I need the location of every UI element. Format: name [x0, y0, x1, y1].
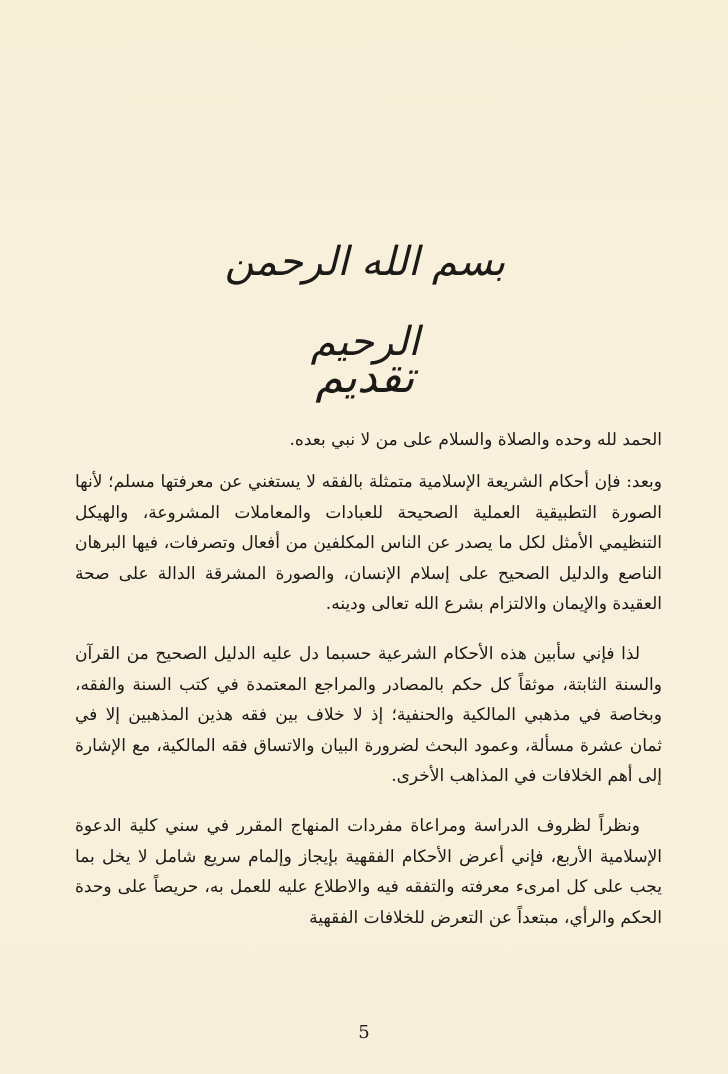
paragraph-method: لذا فإني سأبين هذه الأحكام الشرعية حسبما دل عليه الدليل الصحيح من القرآن والسنة الثابتة، موثقاً كل حكم بالمصادر والمراجع المعتمدة في كتب السنة والفقه، وبخاصة في مذهبي المالكية والحنفية؛ إذ لا خلاف بين فقه هذين المذهبين إلا في ثمان عشرة مسألة، وعمود البحث لضرورة البيان والاتساق فقه المالكية، مع الإشارة إلى أهم الخلافات في المذاهب الأخرى. [75, 644, 662, 787]
paragraph-intro: وبعد: فإن أحكام الشريعة الإسلامية متمثلة بالفقه لا يستغني عن معرفتها مسلم؛ لأنها الصورة التطبيقية العملية الصحيحة للعبادات والمعاملات المشروعة، والهيكل التنظيمي الأمثل لكل ما يصدر عن الناس المكلفين من أفعال وتصرفات، فيها البرهان الناصع والدليل الصحيح على إسلام الإنسان، والصورة المشرقة الدالة على صحة العقيدة والإيمان والالتزام بشرع الله تعالى ودينه. [75, 472, 662, 615]
page-number: 5 [358, 1022, 370, 1043]
paragraph-scope: ونظراً لظروف الدراسة ومراعاة مفردات المنهاج المقرر في سني كلية الدعوة الإسلامية الأربع، فإني أعرض الأحكام الفقهية بإيجاز وإلمام سريع شامل لا يخل بما يجب على كل امرىء معرفته والتفقه فيه والاطلاع عليه للعمل به، حريصاً على وحدة الحكم والرأي، مبتعداً عن التعرض للخلافات الفقهية [75, 816, 662, 928]
paragraph-opening: الحمد لله وحده والصلاة والسلام على من لا نبي بعده. [289, 430, 662, 450]
basmala-calligraphy: بسم الله الرحمن الرحيم [224, 239, 506, 365]
page-title: تقديم [315, 352, 415, 403]
body-text [75, 425, 662, 953]
